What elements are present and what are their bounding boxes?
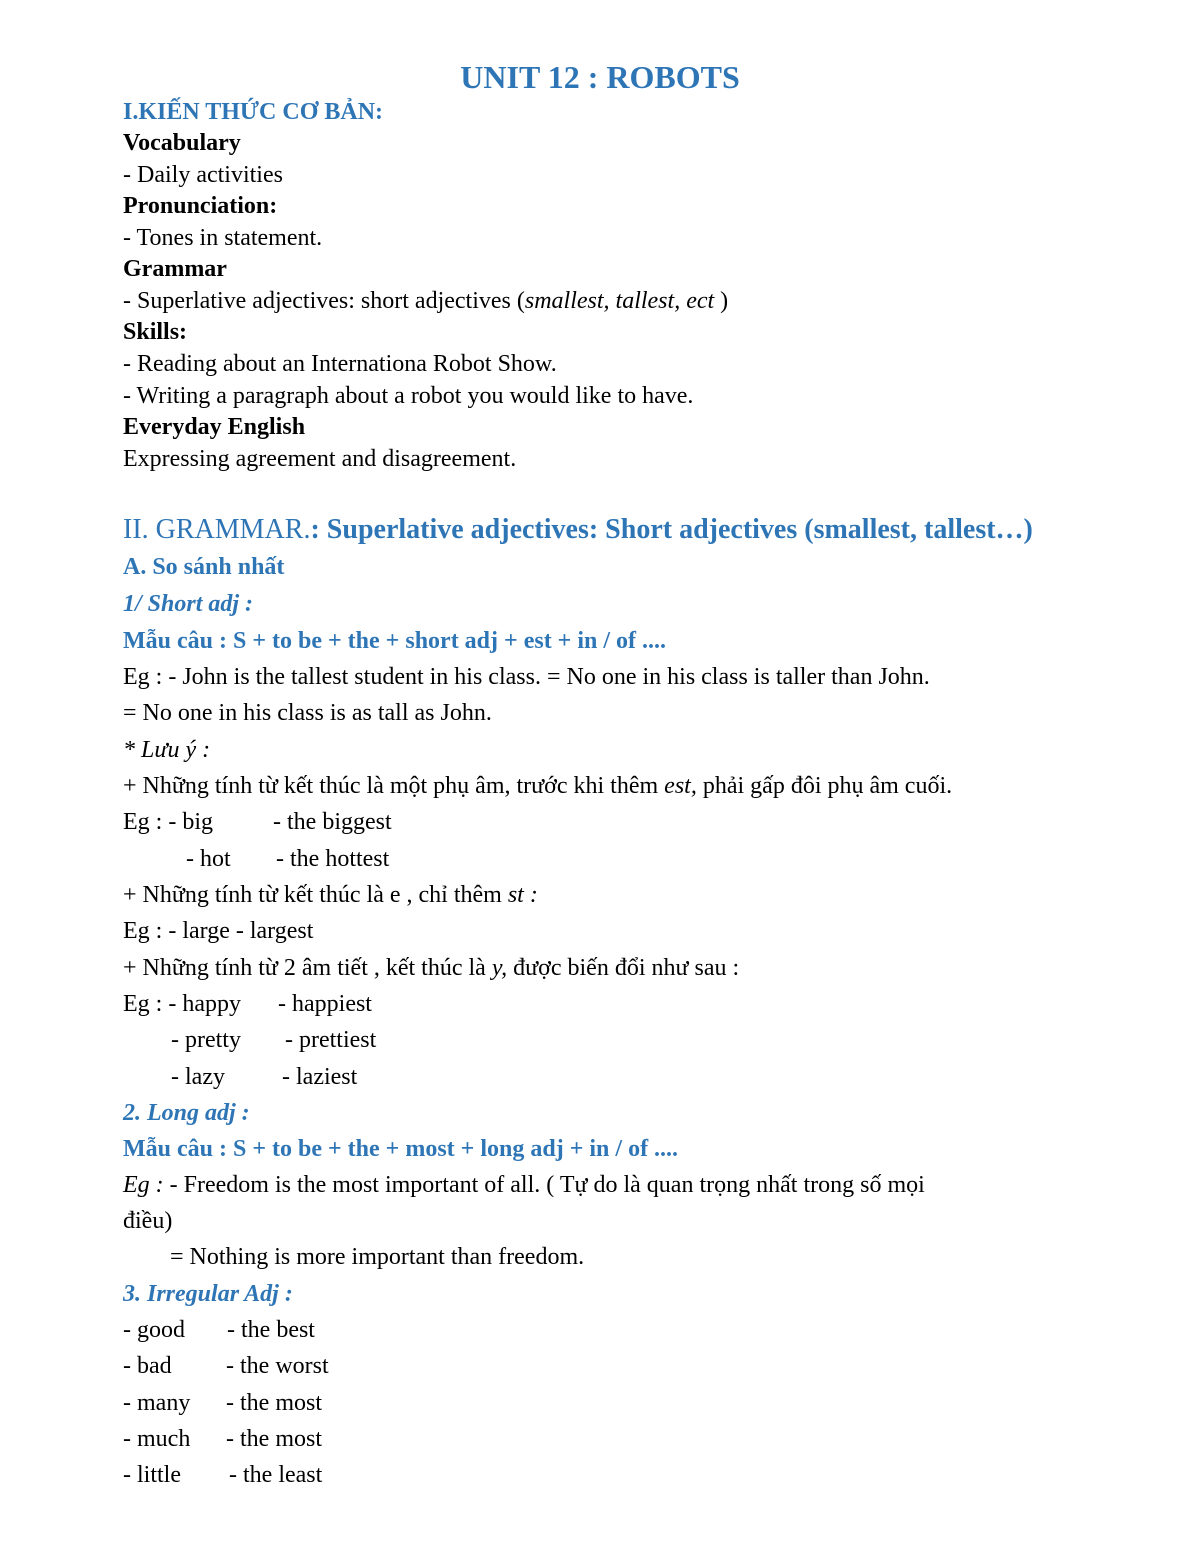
rule-3-italic: y, <box>491 955 508 981</box>
rule-3-suffix: được biến đổi như sau : <box>507 955 740 981</box>
rule-1-italic: est, <box>664 773 697 799</box>
rule3-example-word: - pretty <box>171 1027 241 1053</box>
skills-item-2: - Writing a paragraph about a robot you would like to have. <box>123 383 694 409</box>
rule3-example-form: - laziest <box>282 1064 358 1090</box>
page-title: UNIT 12 : ROBOTS <box>460 59 740 95</box>
rule-2-italic: st : <box>507 882 538 908</box>
irregular-adj-heading: 3. Irregular Adj : <box>123 1281 293 1307</box>
pron-label: Pronunciation: <box>123 193 278 219</box>
note-label: * Lưu ý : <box>123 737 211 763</box>
section2-heading-part2: : Superlative adjectives: Short adjectives (smallest, tallest…) <box>310 514 1033 545</box>
rule-1-prefix: + Những tính từ kết thúc là một phụ âm, trước khi thêm <box>123 773 665 799</box>
grammar-item-prefix: - Superlative adjectives: short adjectives ( <box>123 288 525 314</box>
long-adj-heading: 2. Long adj : <box>123 1100 250 1126</box>
rule3-example-form: - prettiest <box>285 1027 377 1053</box>
rule1-example-form: - the hottest <box>276 846 390 872</box>
rule1-example-form: - the biggest <box>273 809 392 835</box>
everyday-label: Everyday English <box>123 414 306 440</box>
long-eg-line-1 <box>123 1170 925 1200</box>
rule-1-suffix: phải gấp đôi phụ âm cuối. <box>696 773 953 799</box>
section2-heading <box>123 513 1033 547</box>
grammar-item-italic: smallest, tallest, ect <box>524 288 715 314</box>
irregular-form: - the most <box>226 1426 322 1452</box>
long-eg-line-3: = Nothing is more important than freedom. <box>170 1244 585 1270</box>
rule-2 <box>123 880 538 910</box>
rule-1 <box>123 771 952 801</box>
long-eg-label: Eg : <box>123 1172 164 1198</box>
section1-heading: I.KIẾN THỨC CƠ BẢN: <box>123 99 384 125</box>
everyday-item: Expressing agreement and disagreement. <box>123 446 517 472</box>
rule3-example-word: - lazy <box>171 1064 225 1090</box>
short-adj-pattern: Mẫu câu : S + to be + the + short adj + est + in / of .... <box>123 628 667 654</box>
rule-2-prefix: + Những tính từ kết thúc là e , chỉ thêm <box>123 882 508 908</box>
short-adj-heading: 1/ Short adj : <box>123 591 254 617</box>
irregular-form: - the best <box>227 1317 315 1343</box>
vocab-item: - Daily activities <box>123 162 283 188</box>
rule2-example: Eg : - large - largest <box>123 918 314 944</box>
vocab-label: Vocabulary <box>123 130 241 156</box>
irregular-form: - the least <box>229 1462 323 1488</box>
rule-3 <box>123 953 739 983</box>
irregular-form: - the most <box>226 1390 322 1416</box>
irregular-word: - bad <box>123 1353 172 1379</box>
rule1-example-word: - hot <box>186 846 231 872</box>
skills-item-1: - Reading about an Internationa Robot Show. <box>123 351 557 377</box>
irregular-word: - good <box>123 1317 185 1343</box>
long-eg-line-2: điều) <box>123 1208 173 1234</box>
section2-heading-part1: II. GRAMMAR. <box>123 514 311 545</box>
irregular-word: - little <box>123 1462 181 1488</box>
long-eg-text: - Freedom is the most important of all. ( Tự do là quan trọng nhất trong số mọi <box>163 1172 925 1198</box>
short-eg-line-2: = No one in his class is as tall as John. <box>123 700 492 726</box>
rule3-example-word: Eg : - happy <box>123 991 241 1017</box>
rule1-example-word: Eg : - big <box>123 809 213 835</box>
skills-label: Skills: <box>123 319 188 345</box>
grammar-label: Grammar <box>123 256 227 282</box>
sub-heading-a: A. So sánh nhất <box>123 554 285 580</box>
grammar-item <box>123 286 728 316</box>
grammar-item-suffix: ) <box>714 288 729 314</box>
rule3-example-form: - happiest <box>278 991 372 1017</box>
irregular-word: - many <box>123 1390 191 1416</box>
short-eg-line-1: Eg : - John is the tallest student in his class. = No one in his class is taller than John. <box>123 664 930 690</box>
irregular-form: - the worst <box>226 1353 329 1379</box>
pron-item: - Tones in statement. <box>123 225 323 251</box>
rule-3-prefix: + Những tính từ 2 âm tiết , kết thúc là <box>123 955 492 981</box>
long-adj-pattern: Mẫu câu : S + to be + the + most + long adj + in / of .... <box>123 1136 679 1162</box>
irregular-word: - much <box>123 1426 191 1452</box>
